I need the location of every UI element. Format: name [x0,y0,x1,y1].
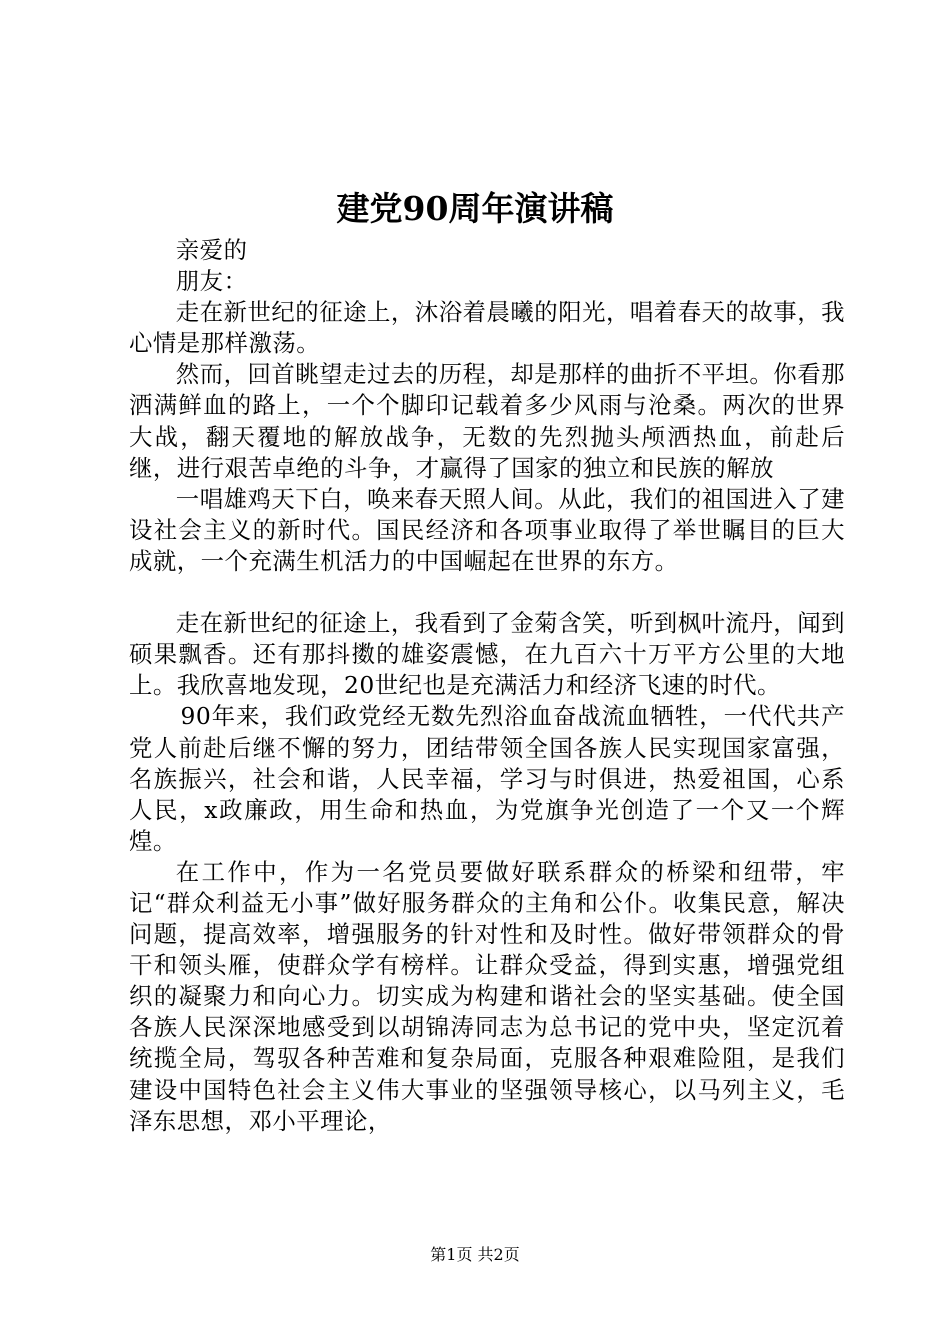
paragraph-2: 然而，回首眺望走过去的历程，却是那样的曲折不平坦。你看那洒满鲜血的路上，一个个脚印记载着多少风雨与沧桑。两次的世界大战，翻天覆地的解放战争，无数的先烈抛头颅洒热血，前赴后继，进行艰苦卓绝的斗争，才赢得了国家的独立和民族的解放 [129,360,845,482]
paragraph-3: 一唱雄鸡天下白，唤来春天照人间。从此，我们的祖国进入了建设社会主义的新时代。国民经济和各项事业取得了举世瞩目的巨大成就，一个充满生机活力的中国崛起在世界的东方。 [129,484,845,575]
document-body [129,235,845,1137]
paragraph-1: 走在新世纪的征途上，沐浴着晨曦的阳光，唱着春天的故事，我心情是那样激荡。 [129,298,845,358]
paragraph-6: 在工作中，作为一名党员要做好联系群众的桥梁和纽带，牢记“群众利益无小事”做好服务群众的主角和公仆。收集民意，解决问题，提高效率，增强服务的针对性和及时性。做好带领群众的骨干和领头雁，使群众学有榜样。让群众受益，得到实惠，增强党组织的凝聚力和向心力。切实成为构建和谐社会的坚实基础。使全国各族人民深深地感受到以胡锦涛同志为总书记的党中央，坚定沉着统揽全局，驾驭各种苦难和复杂局面，克服各种艰难险阻，是我们建设中国特色社会主义伟大事业的坚强领导核心，以马列主义，毛泽东思想，邓小平理论， [129,857,845,1135]
salutation-line-1: 亲爱的 [175,236,248,264]
paragraph-5: 90年来，我们政党经无数先烈浴血奋战流血牺牲，一代代共产党人前赴后继不懈的努力，团结带领全国各族人民实现国家富强，名族振兴，社会和谐，人民幸福，学习与时俱进，热爱祖国，心系人民，x政廉政，用生命和热血，为党旗争光创造了一个又一个辉煌。 [129,702,845,855]
document-title: 建党90周年演讲稿 [336,189,614,228]
paragraph-4: 走在新世纪的征途上，我看到了金菊含笑，听到枫叶流丹，闻到硕果飘香。还有那抖擞的雄姿震憾，在九百六十万平方公里的大地上。我欣喜地发现，20世纪也是充满活力和经济飞速的时代。 [129,609,845,700]
salutation-line-2: 朋友： [175,267,248,296]
page-footer: 第1页 共2页 [430,1245,520,1264]
